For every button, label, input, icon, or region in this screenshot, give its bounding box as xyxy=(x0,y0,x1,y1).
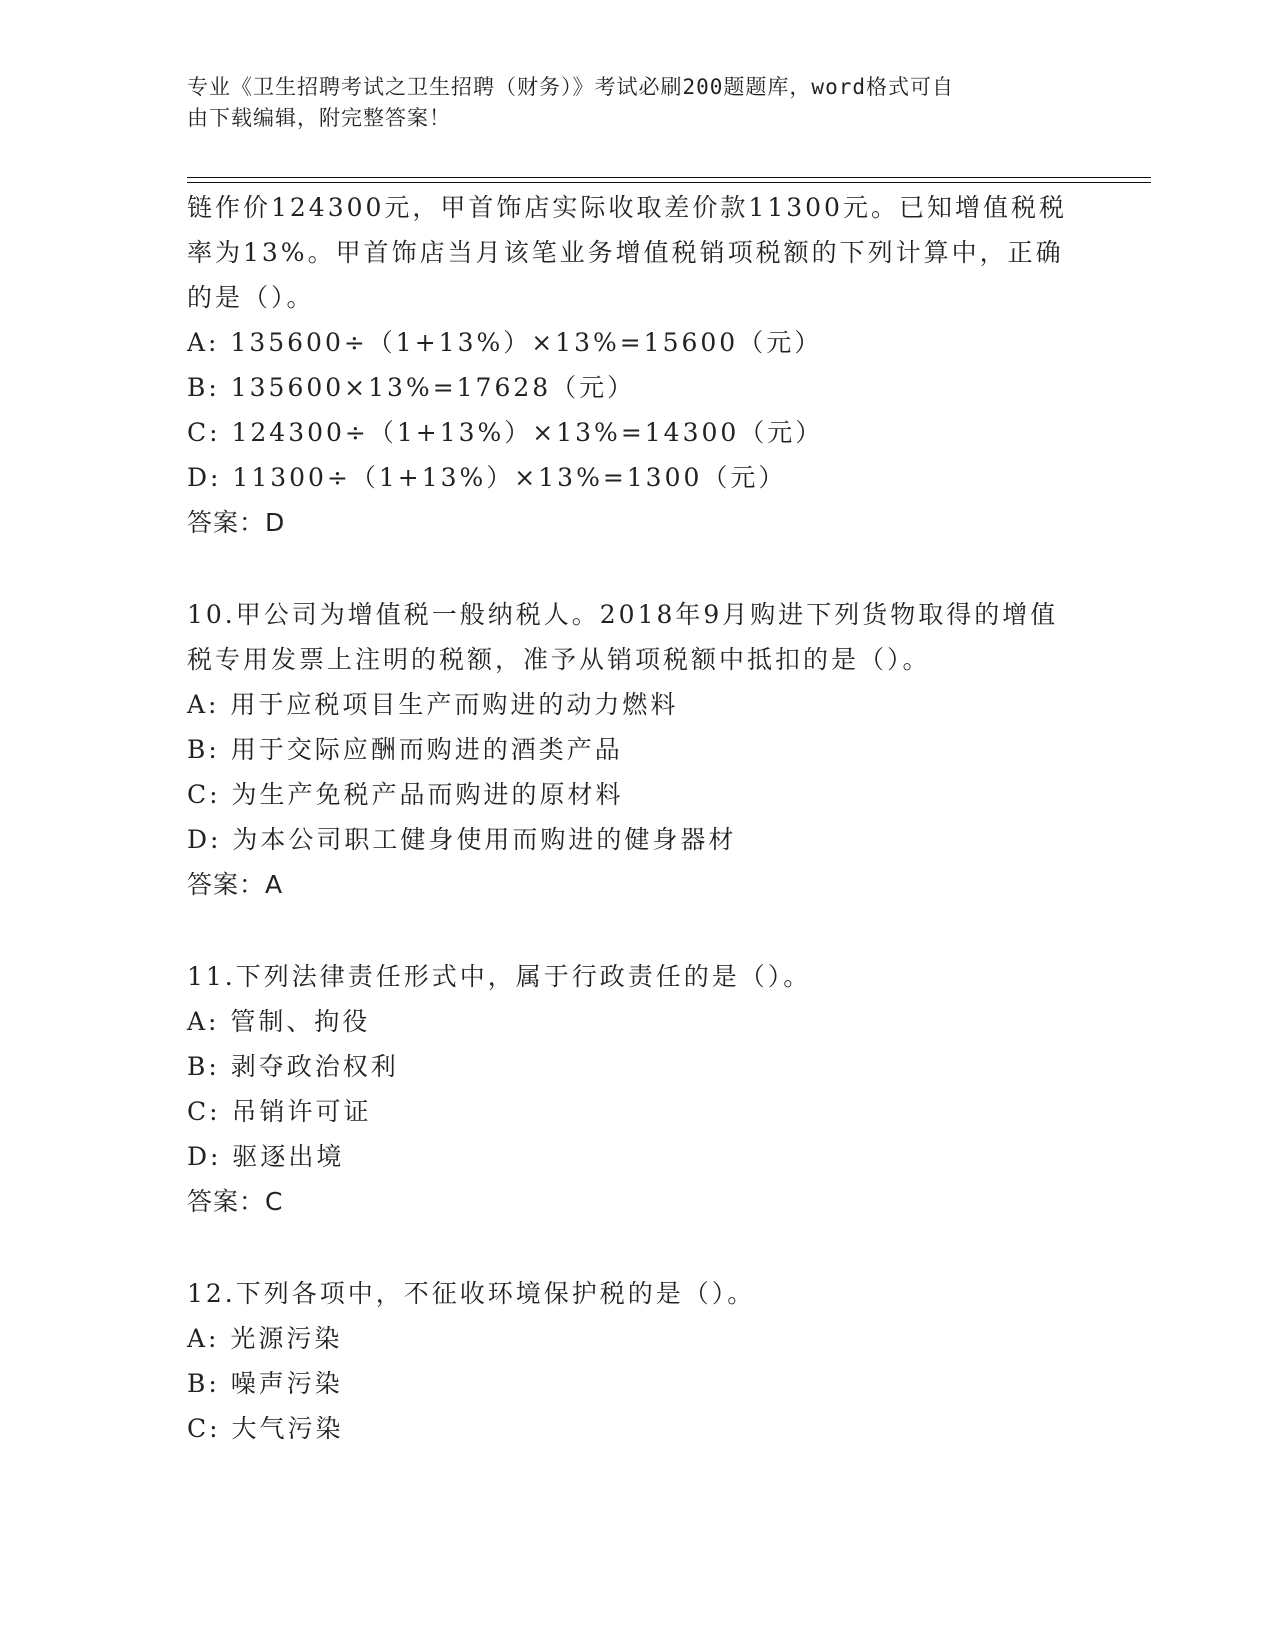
question-11 xyxy=(187,954,1087,1224)
answer-label: 答案：D xyxy=(187,508,286,537)
option-d: D: 为本公司职工健身使用而购进的健身器材 xyxy=(187,825,737,854)
option-a: A: 管制、拘役 xyxy=(187,1007,371,1036)
question-stem-line: 的是（）。 xyxy=(187,283,315,312)
question-12 xyxy=(187,1271,1087,1451)
document-header xyxy=(187,72,1067,134)
question-stem-line: 10.甲公司为增值税一般纳税人。2018年9月购进下列货物取得的增值 xyxy=(187,600,1059,629)
question-stem-line: 11.下列法律责任形式中，属于行政责任的是（）。 xyxy=(187,962,812,991)
option-b: B: 135600×13%=17628（元） xyxy=(187,373,636,402)
option-a: A: 用于应税项目生产而购进的动力燃料 xyxy=(187,690,679,719)
option-a: A: 135600÷（1+13%）×13%=15600（元） xyxy=(187,328,823,357)
header-line: 由下载编辑，附完整答案！ xyxy=(187,106,451,130)
header-divider-bottom xyxy=(187,182,1151,183)
option-d: D: 11300÷（1+13%）×13%=1300（元） xyxy=(187,463,787,492)
option-c: C: 为生产免税产品而购进的原材料 xyxy=(187,780,624,809)
spacer xyxy=(187,907,1087,954)
question-10 xyxy=(187,592,1087,907)
question-9 xyxy=(187,185,1087,545)
question-stem-line: 税专用发票上注明的税额，准予从销项税额中抵扣的是（）。 xyxy=(187,645,931,674)
question-list xyxy=(187,185,1087,1451)
header-divider-top xyxy=(187,177,1151,178)
option-b: B: 用于交际应酬而购进的酒类产品 xyxy=(187,735,623,764)
answer-label: 答案：C xyxy=(187,1187,284,1216)
answer-label: 答案：A xyxy=(187,870,284,899)
option-b: B: 噪声污染 xyxy=(187,1369,343,1398)
header-line: 专业《卫生招聘考试之卫生招聘（财务）》考试必刷200题题库，word格式可自 xyxy=(187,75,954,99)
option-a: A: 光源污染 xyxy=(187,1324,343,1353)
question-stem-line: 率为13%。甲首饰店当月该笔业务增值税销项税额的下列计算中，正确 xyxy=(187,238,1064,267)
option-c: C: 124300÷（1+13%）×13%=14300（元） xyxy=(187,418,824,447)
option-d: D: 驱逐出境 xyxy=(187,1142,345,1171)
option-c: C: 吊销许可证 xyxy=(187,1097,372,1126)
spacer xyxy=(187,1224,1087,1271)
question-stem-line: 12.下列各项中，不征收环境保护税的是（）。 xyxy=(187,1279,756,1308)
spacer xyxy=(187,545,1087,592)
option-c: C: 大气污染 xyxy=(187,1414,344,1443)
option-b: B: 剥夺政治权利 xyxy=(187,1052,399,1081)
question-stem-line: 链作价124300元，甲首饰店实际收取差价款11300元。已知增值税税 xyxy=(187,193,1067,222)
